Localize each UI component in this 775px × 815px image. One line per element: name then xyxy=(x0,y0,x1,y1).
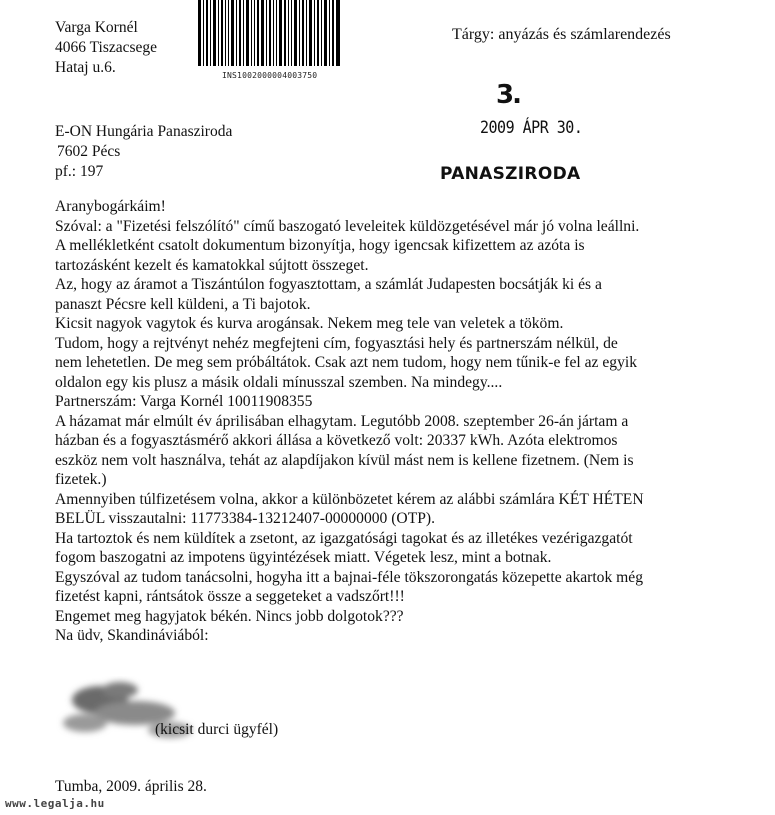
place-date: Tumba, 2009. április 28. xyxy=(55,778,207,795)
body-line: oldalon egy kis plusz a másik oldali mínusszal szemben. Na mindegy.... xyxy=(55,373,503,391)
body-line: eszköz nem volt használva, tehát az alapdíjakon kívül mást nem is kellene fizetnem. (Nem is xyxy=(55,451,634,469)
sender-name: Varga Kornél xyxy=(55,19,138,36)
stamp-date: 2009 ÁPR 30. xyxy=(480,116,583,138)
body-line: Kicsit nagyok vagytok és kurva arogánsak. Nekem meg tele van veletek a tököm. xyxy=(55,315,564,332)
watermark-text: www.legalja.hu xyxy=(5,797,105,810)
subject-line: Tárgy: anyázás és számlarendezés xyxy=(452,26,671,43)
body-line: Aranybogárkáim! xyxy=(55,198,166,215)
body-line: Ha tartoztok és nem küldítek a zsetont, az igazgatósági tagokat és az illetékes vezérigazgatót xyxy=(55,529,633,547)
sender-street: Hataj u.6. xyxy=(55,59,116,76)
recipient-pobox: pf.: 197 xyxy=(55,163,104,180)
body-line: fogom baszogatni az impotens ügyintézések miatt. Végetek lesz, mint a botnak. xyxy=(55,549,552,566)
stamp-number: 3. xyxy=(496,80,520,110)
stamp-office: PANASZIRODA xyxy=(440,164,581,184)
recipient-address xyxy=(55,122,232,182)
body-line: házban és a fogyasztásmérő akkori állása a következő volt: 20337 kWh. Azóta elektromos xyxy=(55,432,618,449)
sender-address xyxy=(55,18,157,78)
body-line: nem lehetetlen. De meg sem próbáltátok. Csak azt nem tudom, hogy nem tűnik-e fel az egyik xyxy=(55,354,637,371)
body-line: Partnerszám: Varga Kornél 10011908355 xyxy=(55,393,313,410)
body-line: fizetek.) xyxy=(55,471,107,488)
body-line: Szóval: a "Fizetési felszólító" című baszogató leveleitek küldözgetésével már jó volna leállni. xyxy=(55,217,640,235)
body-line: A mellékletként csatolt dokumentum bizonyítja, hogy igencsak kifizettem az azóta is xyxy=(55,237,585,254)
recipient-city: 7602 Pécs xyxy=(57,143,121,160)
body-line: Na üdv, Skandináviából: xyxy=(55,627,209,644)
letter-body xyxy=(55,197,755,646)
body-line: panaszt Pécsre kell küldeni, a Ti bajotok. xyxy=(55,295,311,313)
body-line: Engemet meg hagyjatok békén. Nincs jobb dolgotok??? xyxy=(55,607,404,625)
body-line: fizetést kapni, rántsátok össze a seggeteket a vadszőrt!!! xyxy=(55,588,405,605)
recipient-name: E-ON Hungária Panasziroda xyxy=(55,123,233,140)
body-line: Amennyiben túlfizetésem volna, akkor a különbözetet kérem az alábbi számlára KÉT HÉTEN xyxy=(55,490,644,508)
body-line: Tudom, hogy a rejtvényt nehéz megfejteni cím, fogyasztási hely és partnerszám nélkül, de xyxy=(55,334,618,352)
body-line: BELÜL visszautalni: 11773384-13212407-00000000 (OTP). xyxy=(55,510,435,527)
barcode-image xyxy=(198,0,340,66)
signature-note: (kicsit durci ügyfél) xyxy=(155,721,279,738)
body-line: A házamat már elmúlt év áprilisában elhagytam. Legutóbb 2008. szeptember 26-án jártam a xyxy=(55,412,629,430)
body-line: Az, hogy az áramot a Tiszántúlon fogyasztottam, a számlát Judapesten bocsátják ki és a xyxy=(55,276,602,293)
body-line: tartozásként kezelt és kamatokkal sújtott összeget. xyxy=(55,256,369,274)
body-line: Egyszóval az tudom tanácsolni, hogyha itt a bajnai-féle tökszorongatás közepette akartok még xyxy=(55,568,644,586)
sender-city: 4066 Tiszacsege xyxy=(55,39,158,56)
barcode-number: INS1002000004003750 xyxy=(222,71,318,80)
